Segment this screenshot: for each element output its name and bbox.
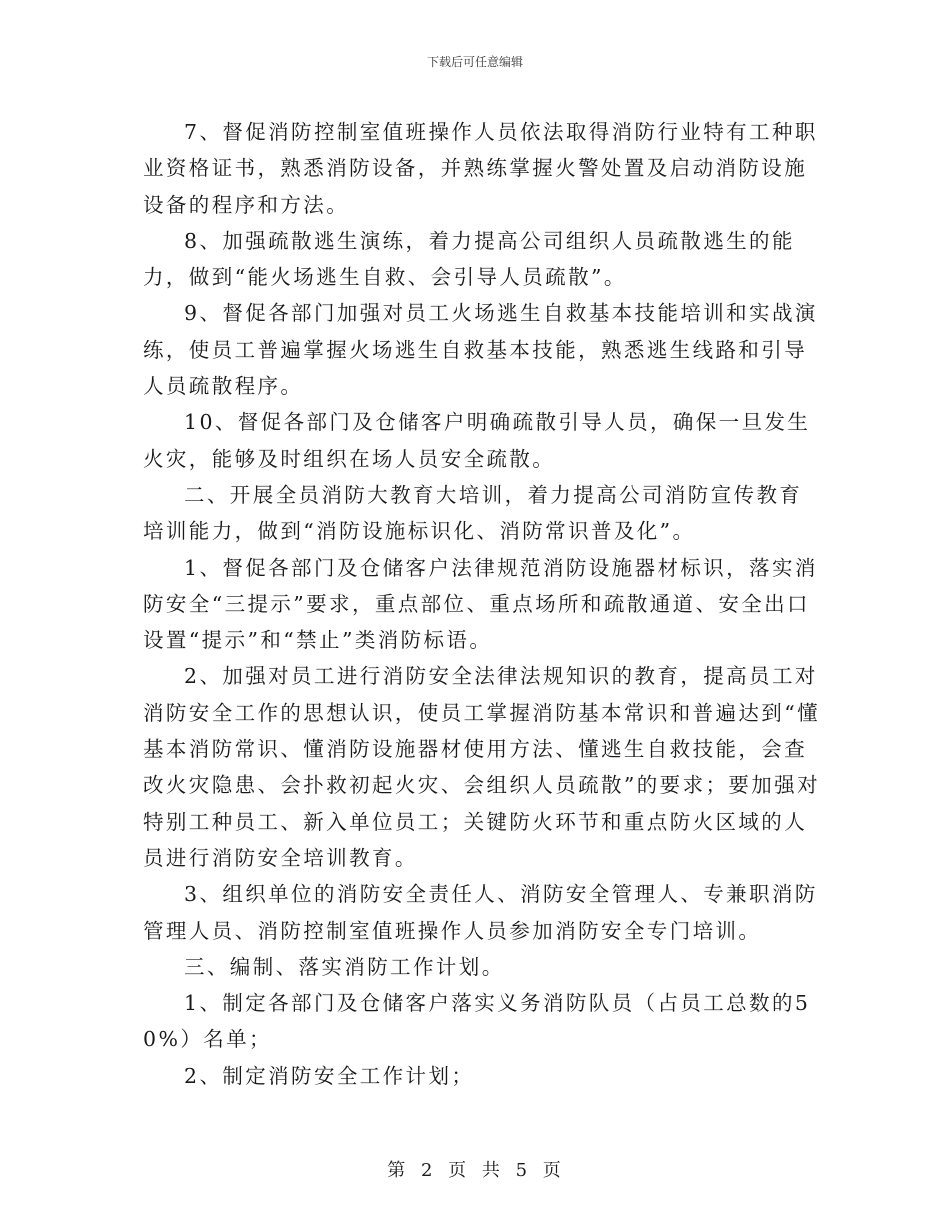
paragraph: 2、制定消防安全工作计划；	[184, 1063, 475, 1088]
section-heading: 二、开展全员消防大教育大培训，着力提高公司消防宣传教育培训能力，做到“消防设施标识化、消防常识普及化”。	[143, 482, 803, 544]
page-header: 下载后可任意编辑	[426, 55, 523, 69]
document-body	[143, 114, 825, 1094]
paragraph: 1、督促各部门及仓储客户法律规范消防设施器材标识，落实消防安全“三提示”要求，重点部位、重点场所和疏散通道、安全出口设置“提示”和“禁止”类消防标语。	[143, 555, 818, 653]
paragraph: 8、加强疏散逃生演练，着力提高公司组织人员疏散逃生的能力，做到“能火场逃生自救、会引导人员疏散”。	[143, 228, 795, 290]
page-number: 第 2 页 共 5 页	[387, 1160, 563, 1181]
section-heading: 三、编制、落实消防工作计划。	[184, 954, 505, 979]
paragraph: 10、督促各部门及仓储客户明确疏散引导人员，确保一旦发生火灾，能够及时组织在场人员安全疏散。	[143, 410, 811, 471]
paragraph: 3、组织单位的消防安全责任人、消防安全管理人、专兼职消防管理人员、消防控制室值班操作人员参加消防安全专门培训。	[143, 882, 818, 943]
paragraph: 9、督促各部门加强对员工火场逃生自救基本技能培训和实战演练，使员工普遍掌握火场逃生自救基本技能，熟悉逃生线路和引导人员疏散程序。	[143, 301, 818, 399]
paragraph: 2、加强对员工进行消防安全法律法规知识的教育，提高员工对消防安全工作的思想认识，使员工掌握消防基本常识和普遍达到“懂基本消防常识、懂消防设施器材使用方法、懂逃生自救技能，会查改火灾隐患、会扑救初起火灾、会组织人员疏散”的要求；要加强对特别工种员工、新入单位员工；关键防火环节和重点防火区域的人员进行消防安全培训教育。	[143, 664, 820, 870]
paragraph: 1、制定各部门及仓储客户落实义务消防队员（占员工总数的50%）名单；	[143, 991, 811, 1052]
paragraph: 7、督促消防控制室值班操作人员依法取得消防行业特有工种职业资格证书，熟悉消防设备，并熟练掌握火警处置及启动消防设施设备的程序和方法。	[143, 120, 818, 217]
